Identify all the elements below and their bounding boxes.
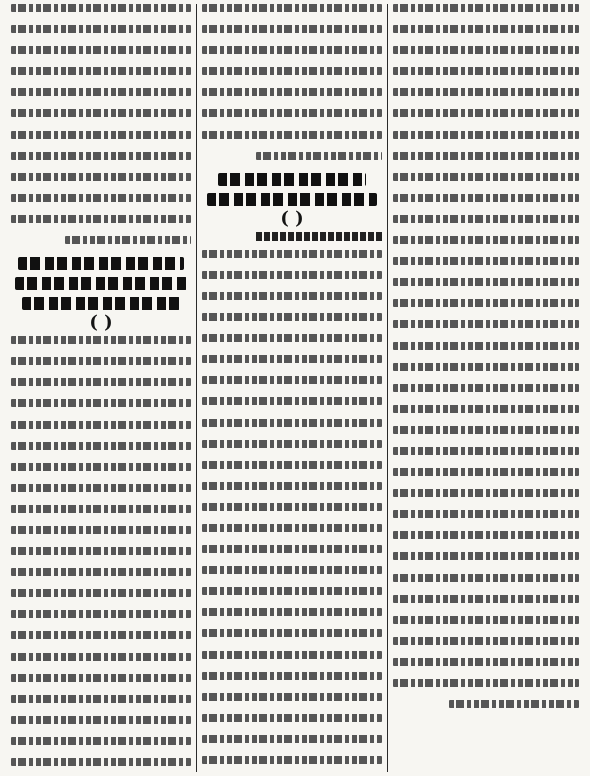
article-headline: ( ) [11,257,191,332]
body-text-block [202,4,382,160]
byline [256,232,382,241]
article-headline: ( ) [202,173,382,228]
column-right [388,4,584,772]
body-text-block [393,4,579,708]
newspaper-page [6,4,584,772]
body-text-block [11,336,191,772]
column-left [6,4,196,772]
body-text-block [202,250,382,772]
body-text-block [11,4,191,244]
column-middle [196,4,388,772]
